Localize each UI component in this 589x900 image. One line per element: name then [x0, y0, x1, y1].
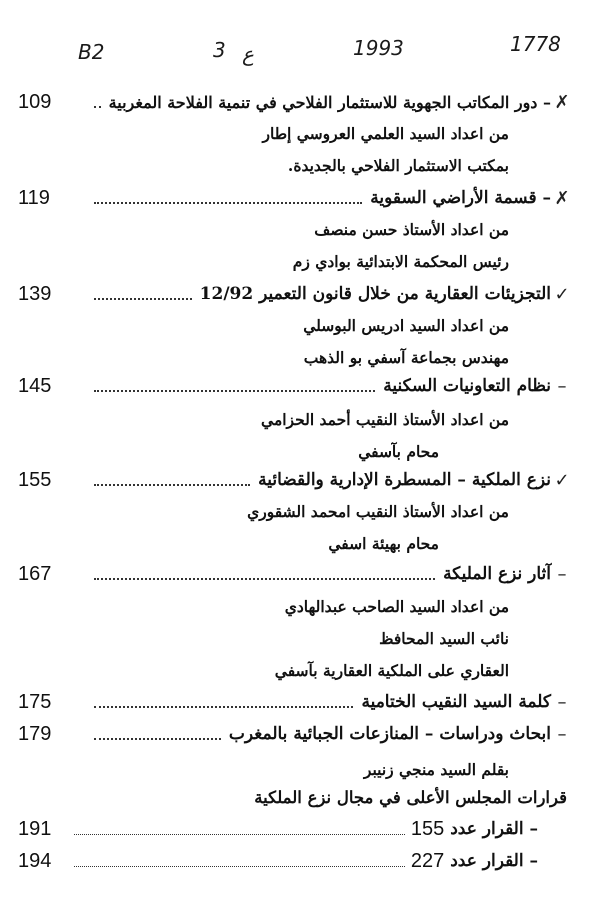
checkmark-icon: ✓ — [554, 283, 570, 305]
leader-dots — [74, 866, 405, 867]
leader-dots — [94, 202, 362, 204]
decision-page-number: 194 — [18, 849, 52, 872]
checkmark-icon: ✗ — [554, 187, 570, 209]
toc-entry — [18, 560, 573, 588]
toc-entry — [18, 88, 573, 116]
author-line: العقاري على الملكية العقارية بآسفي — [274, 661, 509, 680]
handwritten-catalog-number: 1778 — [510, 32, 561, 56]
toc-entry — [18, 280, 573, 308]
author-line: من اعداد السيد العلمي العروسي إطار — [262, 124, 509, 143]
handwritten-shelf-code: B2 — [78, 40, 105, 64]
author-line: بمكتب الاستثمار الفلاحي بالجديدة. — [287, 156, 509, 175]
toc-page-number: 179 — [18, 722, 52, 745]
handwritten-year: 1993 — [353, 36, 404, 60]
toc-entry-title: ابحاث ودراسات – المنازعات الجبائية بالمغرب — [228, 724, 551, 744]
decision-label: – القرار عدد — [450, 851, 538, 871]
dash-marker: – — [557, 691, 567, 713]
toc-entry — [18, 184, 573, 212]
author-line: محام بهيئة اسفي — [328, 534, 439, 553]
author-line: بقلم السيد منجي زنيبر — [363, 760, 509, 779]
toc-page-number: 139 — [18, 282, 52, 305]
toc-entry-title: آثار نزع المليكة — [443, 564, 551, 584]
toc-page-number: 167 — [18, 562, 52, 585]
toc-entry — [18, 466, 573, 494]
leader-dots — [94, 706, 353, 708]
author-line: من اعداد السيد ادريس البوسلي — [303, 316, 509, 335]
leader-dots — [94, 484, 250, 486]
toc-entry-title: – قسمة الأراضي السقوية — [370, 188, 551, 208]
checkmark-icon: ✓ — [554, 469, 570, 491]
toc-page-number: 145 — [18, 374, 52, 397]
decision-page-number: 191 — [18, 817, 52, 840]
toc-entry-title: نظام التعاونيات السكنية — [383, 376, 551, 396]
author-line: من اعداد الأستاذ النقيب امحمد الشقوري — [247, 502, 509, 521]
leader-dots — [94, 390, 375, 392]
checkmark-icon: – — [557, 375, 567, 397]
author-line: مهندس بجماعة آسفي بو الذهب — [303, 348, 509, 367]
decision-entry — [18, 847, 538, 875]
leader-dots — [94, 298, 192, 300]
leader-dots — [94, 738, 221, 740]
leader-dots — [94, 578, 435, 580]
decision-label: – القرار عدد — [450, 819, 538, 839]
handwritten-volume-number: 3 — [213, 38, 226, 62]
author-line: من اعداد الأستاذ حسن منصف — [314, 220, 509, 239]
leader-dots — [94, 106, 101, 108]
dash-marker: – — [557, 723, 567, 745]
toc-entry-title: كلمة السيد النقيب الختامية — [361, 692, 551, 712]
toc-page-number: 119 — [18, 186, 50, 209]
decision-number: 227 — [410, 849, 445, 872]
decision-entry — [18, 815, 538, 843]
leader-dots — [74, 834, 405, 835]
dash-marker: – — [557, 563, 567, 585]
toc-page-number: 175 — [18, 690, 52, 713]
toc-entry-title: التجزيئات العقارية من خلال قانون التعمير 12/92 — [199, 284, 551, 304]
section-heading: قرارات المجلس الأعلى في مجال نزع الملكية — [254, 788, 567, 807]
toc-entry-title: نزع الملكية – المسطرة الإدارية والقضائية — [258, 470, 551, 490]
author-line: محام بآسفي — [358, 442, 439, 461]
author-line: رئيس المحكمة الابتدائية بوادي زم — [292, 252, 509, 271]
handwritten-volume-letter: ع — [242, 42, 254, 66]
toc-entry — [18, 372, 573, 400]
toc-page-number: 155 — [18, 468, 52, 491]
toc-page-number: 109 — [18, 90, 52, 113]
toc-entry — [18, 688, 573, 716]
author-line: نائب السيد المحافظ — [379, 629, 509, 648]
toc-entry-title: – دور المكاتب الجهوية للاستثمار الفلاحي في تنمية الفلاحة المغربية — [108, 92, 551, 112]
toc-entry — [18, 720, 573, 748]
decision-number: 155 — [410, 817, 445, 840]
checkmark-icon: ✗ — [554, 91, 570, 113]
author-line: من اعداد الأستاذ النقيب أحمد الحزامي — [261, 410, 509, 429]
author-line: من اعداد السيد الصاحب عبدالهادي — [284, 597, 509, 616]
